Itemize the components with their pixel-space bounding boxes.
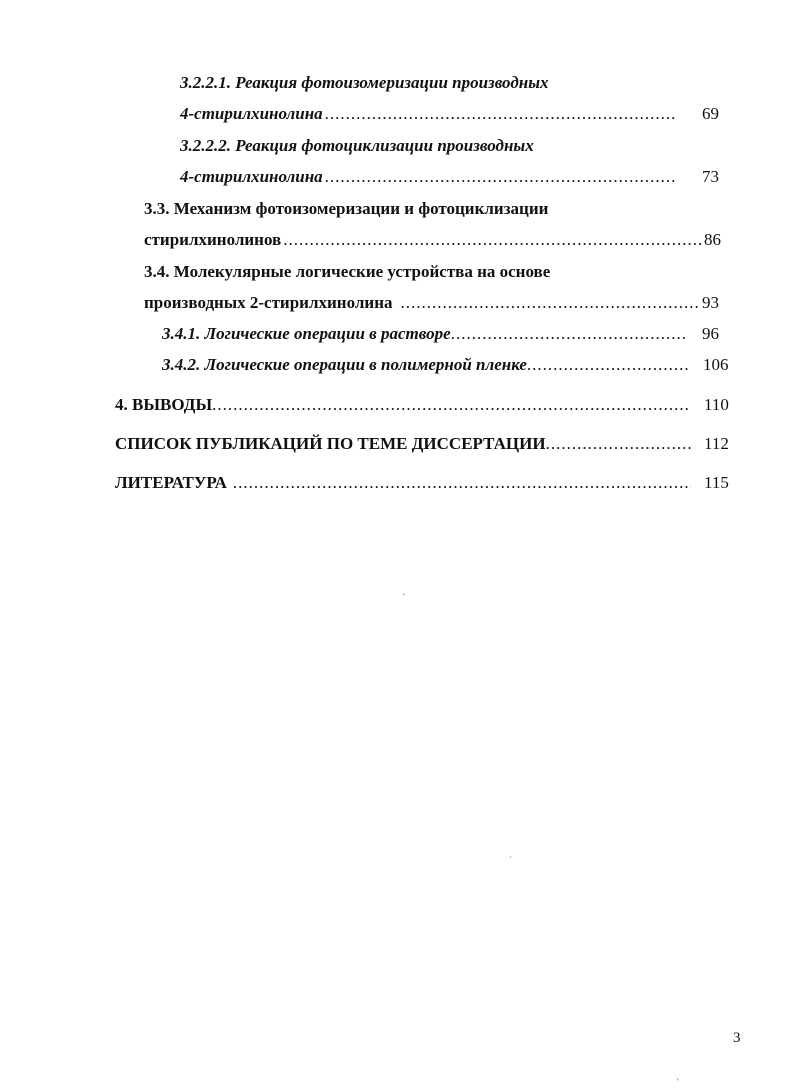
toc-entry-text: 3.3. Механизм фотоизомеризации и фотоциклизации (144, 199, 549, 218)
toc-leader-dots (401, 292, 698, 314)
toc-entry-text: ЛИТЕРАТУРА (115, 473, 227, 492)
toc-entry-3-3-title (144, 198, 548, 220)
scan-speck: ` (509, 855, 512, 865)
toc-entry-text: 4. ВЫВОДЫ (115, 395, 213, 414)
scan-speck: ' (403, 592, 405, 602)
toc-entry-3-2-2-2-title (180, 135, 534, 157)
toc-page-ref: 106 (703, 355, 729, 374)
toc-page-ref: 73 (702, 167, 719, 186)
scan-speck: ' (677, 1077, 679, 1087)
toc-entry-text: производных 2-стирилхинолина (144, 293, 393, 312)
toc-page-ref: 112 (704, 434, 729, 453)
toc-page-ref: 93 (702, 293, 719, 312)
toc-entry-text: стирилхинолинов (144, 230, 282, 249)
toc-entry-references (115, 472, 695, 494)
toc-leader-dots (527, 354, 688, 376)
toc-leader-dots (233, 472, 691, 494)
toc-page-ref: 69 (702, 104, 719, 123)
toc-leader-dots (325, 103, 676, 125)
toc-leader-dots (451, 323, 688, 345)
toc-leader-dots (283, 229, 704, 251)
toc-entry-3-2-2-2-cont (180, 166, 680, 188)
toc-entry-3-3-cont (144, 229, 704, 251)
toc-page-ref: 115 (704, 473, 729, 492)
toc-entry-text: 3.4.2. Логические операции в полимерной пленке (162, 355, 527, 374)
toc-leader-dots (212, 394, 691, 416)
toc-entry-text: 3.2.2.2. Реакция фотоциклизации производных (180, 136, 534, 155)
toc-entry-3-4-cont (144, 292, 698, 314)
toc-entry-3-2-2-1-title (180, 72, 549, 94)
toc-entry-3-2-2-1-cont (180, 103, 680, 125)
toc-entry-text: 4-стирилхинолина (180, 167, 323, 186)
toc-entry-4-conclusions (115, 394, 695, 416)
toc-leader-dots (546, 433, 691, 455)
toc-entry-text: СПИСОК ПУБЛИКАЦИЙ ПО ТЕМЕ ДИССЕРТАЦИИ (115, 434, 546, 453)
toc-entry-publications (115, 433, 695, 455)
toc-entry-text: 4-стирилхинолина (180, 104, 323, 123)
toc-entry-text: 3.4. Молекулярные логические устройства на основе (144, 262, 551, 281)
toc-entry-3-4-2 (162, 354, 692, 376)
toc-page-ref: 96 (702, 324, 719, 343)
toc-entry-text: 3.2.2.1. Реакция фотоизомеризации производных (180, 73, 549, 92)
toc-entry-3-4-1 (162, 323, 692, 345)
toc-page-ref: 86 (704, 230, 721, 249)
toc-entry-3-4-title (144, 261, 550, 283)
toc-page-ref: 110 (704, 395, 729, 414)
page-number: 3 (733, 1030, 741, 1046)
toc-entry-text: 3.4.1. Логические операции в растворе (162, 324, 451, 343)
toc-leader-dots (325, 166, 676, 188)
